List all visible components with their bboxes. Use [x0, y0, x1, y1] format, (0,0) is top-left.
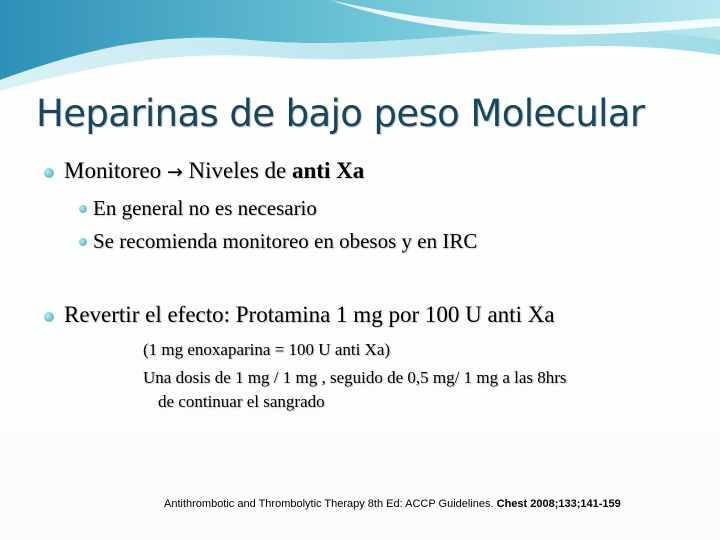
note-line-2: Una dosis de 1 mg / 1 mg , seguido de 0,5 mg/ 1 mg a las 8hrs	[143, 368, 567, 387]
slide-title: Heparinas de bajo peso Molecular	[36, 92, 645, 135]
bullet-dot	[44, 168, 54, 178]
note-line-1: (1 mg enoxaparina = 100 U anti Xa)	[143, 340, 391, 359]
citation	[164, 498, 621, 510]
bullet-monitoreo	[64, 158, 364, 184]
bullet-text: Niveles de	[182, 158, 292, 183]
note-line-3: de continuar el sangrado	[158, 392, 325, 411]
bullet-bold-text: anti Xa	[292, 158, 365, 183]
bullet-text: Monitoreo	[64, 158, 167, 183]
bullet-dot	[44, 312, 54, 322]
bullet-dot	[79, 205, 87, 213]
header-wave-decoration	[0, 0, 720, 100]
citation-source: Chest 2008;133;141-159	[496, 498, 621, 510]
sub-bullet-1: En general no es necesario	[93, 196, 317, 220]
sub-bullet-2: Se recomienda monitoreo en obesos y en IRC	[93, 229, 478, 253]
citation-text: Antithrombotic and Thrombolytic Therapy 8th Ed: ACCP Guidelines.	[164, 498, 497, 510]
bullet-revertir: Revertir el efecto: Protamina 1 mg por 100 U anti Xa	[64, 302, 555, 327]
bullet-dot	[79, 238, 87, 246]
right-arrow-icon: →	[166, 161, 183, 183]
